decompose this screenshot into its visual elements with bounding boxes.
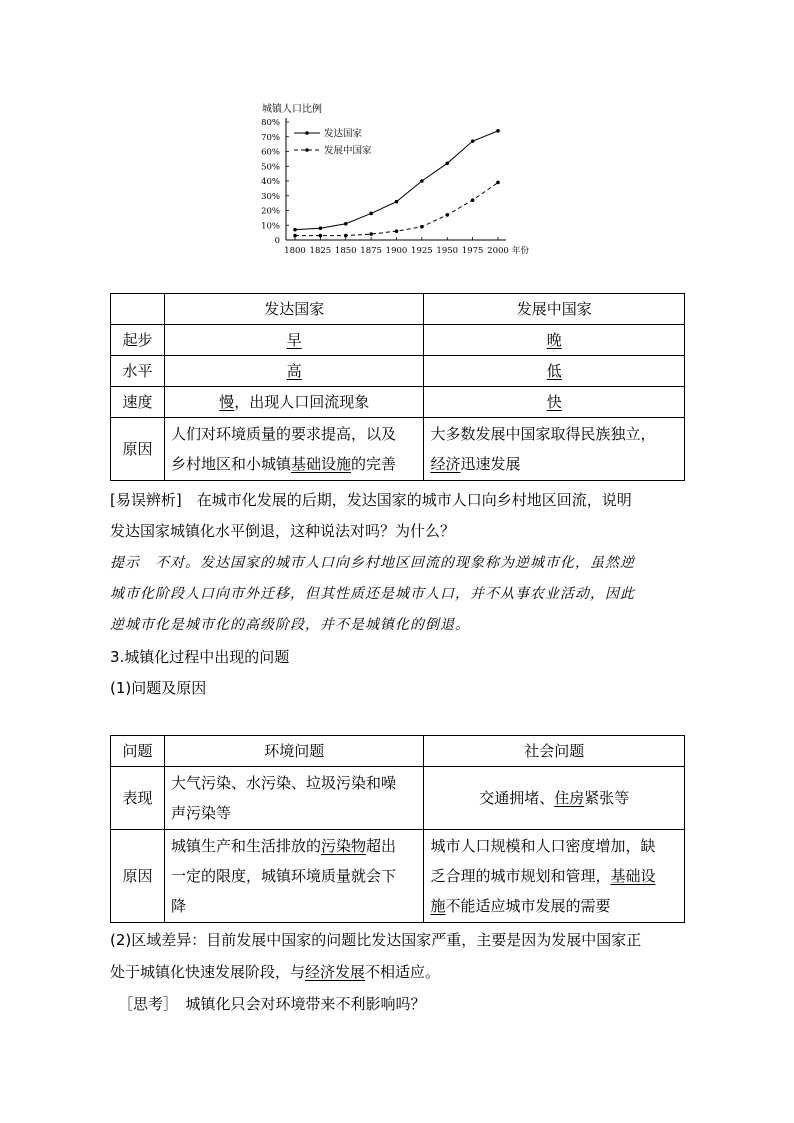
data-point [344, 234, 348, 238]
data-point [369, 232, 373, 236]
header-environment: 环境问题 [164, 736, 424, 767]
x-tick-label: 2000 [487, 246, 509, 256]
data-point [471, 139, 475, 143]
urban-population-chart [250, 98, 550, 263]
x-tick-label: 1875 [360, 246, 382, 256]
table-row [111, 830, 685, 923]
cell-text: 超出 [365, 837, 396, 855]
cell-value: 低 [546, 362, 562, 380]
cell-value: 快 [546, 393, 562, 411]
row-label: 原因 [111, 830, 165, 923]
header-empty [111, 294, 165, 325]
row-label: 速度 [111, 387, 165, 418]
cell-value: 污染物 [320, 837, 366, 855]
chart-axes [286, 118, 506, 240]
y-tick-label: 80% [261, 118, 280, 128]
y-tick-label: 0 [274, 236, 280, 246]
cell-text: 一定的限度，城镇环境质量就会下 [170, 867, 396, 885]
table-header-row [111, 294, 685, 325]
cell-value: 基础设施 [290, 455, 351, 473]
data-point [319, 226, 323, 230]
x-tick-label: 1900 [385, 246, 408, 256]
hint-line: 提示 不对。发达国家的城市人口向乡村地区回流的现象称为逆城市化，虽然逆 [110, 555, 635, 571]
subsection-title: (1)问题及原因 [110, 679, 207, 697]
misconception-line: [易误辨析] 在城市化发展的后期，发达国家的城市人口向乡村地区回流，说明 [110, 491, 632, 509]
chart-legend [294, 128, 372, 157]
table-row [111, 387, 685, 418]
x-tick-label: 1825 [309, 246, 332, 256]
header-social: 社会问题 [424, 736, 685, 767]
y-tick-label: 50% [261, 162, 280, 173]
cell-text: 紧张等 [584, 789, 630, 807]
x-tick-label: 1975 [461, 246, 484, 256]
table-header-row [111, 736, 685, 767]
cell-value: 基础设 [610, 867, 656, 885]
table-row [111, 325, 685, 356]
cell-value: 高 [286, 362, 302, 380]
cell-text: 城市人口规模和人口密度增加，缺 [430, 837, 656, 855]
data-point [420, 225, 424, 229]
row-label: 表现 [111, 767, 165, 830]
x-tick-label: 1925 [411, 246, 433, 256]
data-point [496, 181, 500, 185]
data-point [293, 234, 297, 238]
data-point [420, 179, 424, 183]
cell-value: 施 [430, 897, 446, 915]
cell-text: 乏合理的城市规划和管理， [430, 867, 611, 885]
cell-text: 大气污染、水污染、垃圾污染和噪 [170, 774, 396, 792]
y-tick-label: 30% [261, 191, 280, 202]
header-problem: 问题 [111, 736, 165, 767]
table-row [111, 767, 685, 830]
misconception-line: 发达国家城镇化水平倒退，这种说法对吗？为什么？ [110, 522, 456, 540]
row-label: 原因 [111, 418, 165, 481]
regional-line: (2)区域差异：目前发展中国家的问题比发达国家严重，主要是因为发展中国家正 [110, 931, 642, 949]
data-point [395, 200, 399, 204]
legend-marker [305, 131, 309, 135]
cell-text: 降 [170, 897, 186, 915]
table-row [111, 356, 685, 387]
data-point [369, 212, 373, 216]
y-tick-label: 20% [261, 206, 280, 217]
hint-line: 城市化阶段人口向市外迁移，但其性质还是城市人口，并不从事农业活动，因此 [110, 586, 635, 602]
data-point [471, 198, 475, 202]
y-tick-label: 70% [261, 132, 280, 143]
legend-label: 发展中国家 [324, 145, 372, 157]
cell-value: 晚 [546, 331, 562, 349]
header-developed: 发达国家 [164, 294, 424, 325]
y-axis-ticks [261, 118, 289, 246]
data-point [395, 229, 399, 233]
cell-text: 迅速发展 [460, 455, 521, 473]
cell-text: 不能适应城市发展的需要 [445, 897, 611, 915]
cell-text: 的完善 [350, 455, 396, 473]
cell-text: ，出现人口回流现象 [234, 393, 370, 411]
data-point [319, 234, 323, 238]
cell-text: 大多数发展中国家取得民族独立， [430, 425, 656, 443]
data-point [344, 222, 348, 226]
y-tick-label: 10% [261, 221, 280, 232]
x-tick-label: 1950 [436, 246, 459, 256]
cell-value: 早 [286, 331, 302, 349]
legend-label: 发达国家 [324, 128, 363, 140]
y-tick-label: 40% [261, 177, 280, 187]
y-tick-label: 60% [261, 147, 280, 158]
think-question: ［思考］ 城镇化只会对环境带来不利影响吗？ [118, 995, 426, 1013]
data-point [445, 213, 449, 217]
data-point [496, 129, 500, 133]
chart-title: 城镇人口比例 [262, 104, 322, 115]
cell-text: 声污染等 [170, 804, 231, 822]
comparison-table [110, 293, 685, 481]
regional-line: 处于城镇化快速发展阶段，与经济发展不相适应。 [110, 963, 441, 981]
cell-value: 慢 [219, 393, 235, 411]
data-point [445, 162, 449, 166]
cell-text: 乡村地区和小城镇 [170, 455, 291, 473]
cell-value: 经济 [430, 455, 461, 473]
problems-table [110, 735, 685, 923]
x-tick-label: 1800 [284, 246, 306, 256]
x-tick-label: 1850 [334, 246, 357, 256]
hint-line: 逆城市化是城市化的高级阶段，并不是城镇化的倒退。 [110, 617, 470, 633]
cell-text: 交通拥堵、 [479, 789, 555, 807]
row-label: 起步 [111, 325, 165, 356]
row-label: 水平 [111, 356, 165, 387]
table-row [111, 418, 685, 481]
cell-value: 住房 [554, 789, 585, 807]
underlined-term: 经济发展 [305, 963, 366, 981]
cell-text: 人们对环境质量的要求提高，以及 [170, 425, 396, 443]
cell-text: 城镇生产和生活排放的 [170, 837, 321, 855]
header-developing: 发展中国家 [424, 294, 685, 325]
section-title: 3.城镇化过程中出现的问题 [110, 648, 290, 666]
legend-marker [305, 148, 309, 152]
x-axis-unit: 年份 [512, 246, 530, 256]
data-point [293, 228, 297, 232]
